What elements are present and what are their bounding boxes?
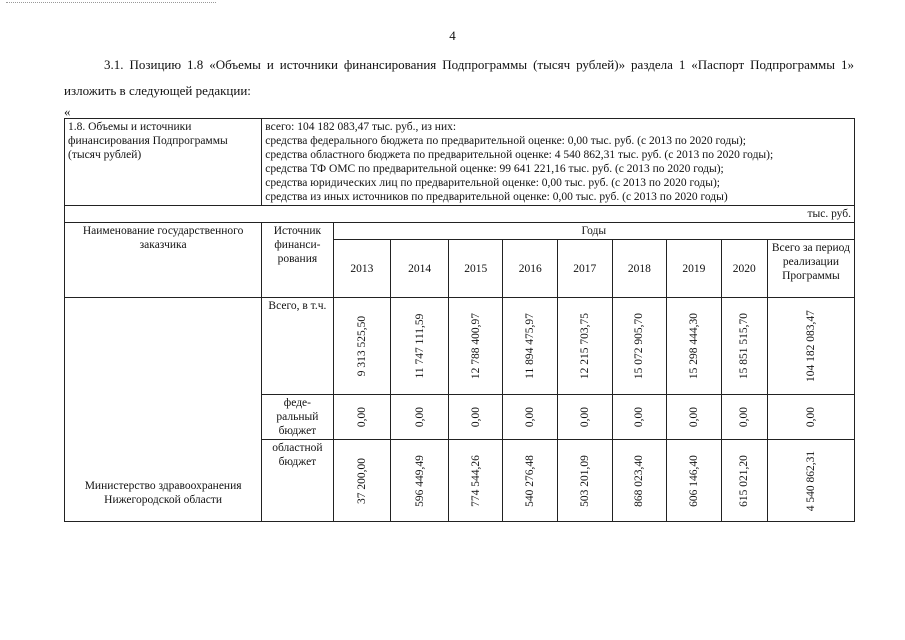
year-header: 2020 xyxy=(721,240,767,298)
year-header: 2019 xyxy=(667,240,722,298)
value-text: 0,00 xyxy=(578,406,591,428)
value-cell xyxy=(391,395,449,440)
summary-line: средства юридических лиц по предварительной оценке: 0,00 тыс. руб. (с 2013 по 2020 годы); xyxy=(265,177,721,189)
value-cell xyxy=(333,298,391,395)
value-text: 540 276,48 xyxy=(524,454,537,507)
value-cell xyxy=(558,298,613,395)
value-text: 15 298 444,30 xyxy=(687,312,700,380)
value-cell xyxy=(721,440,767,522)
value-cell xyxy=(448,395,503,440)
total-text: 4 540 862,31 xyxy=(804,450,817,511)
source-label: Всего, в т.ч. xyxy=(262,298,333,395)
summary-line: всего: 104 182 083,47 тыс. руб., из них: xyxy=(265,121,457,133)
header-years: Годы xyxy=(333,223,854,240)
value-text: 9 313 525,50 xyxy=(355,315,368,377)
value-cell xyxy=(448,440,503,522)
value-cell xyxy=(503,298,558,395)
value-cell xyxy=(558,395,613,440)
value-text: 15 851 515,70 xyxy=(738,312,751,380)
year-header: 2014 xyxy=(391,240,449,298)
year-header: 2016 xyxy=(503,240,558,298)
financing-table xyxy=(64,118,855,522)
value-text: 12 788 400,97 xyxy=(469,312,482,380)
source-label: областной бюджет xyxy=(262,440,333,522)
value-cell xyxy=(448,298,503,395)
value-text: 37 200,00 xyxy=(355,457,368,504)
source-label: феде-ральный бюджет xyxy=(262,395,333,440)
value-text: 11 894 475,97 xyxy=(524,313,537,379)
value-cell xyxy=(667,298,722,395)
value-text: 0,00 xyxy=(413,406,426,428)
value-cell xyxy=(721,395,767,440)
table-row-total xyxy=(65,298,855,395)
total-text: 104 182 083,47 xyxy=(804,310,817,382)
units-row xyxy=(65,206,855,223)
position-label: 1.8. Объемы и источники финансирования Подпрограммы (тысяч рублей) xyxy=(65,119,262,206)
summary-line: средства из иных источников по предварительной оценке: 0,00 тыс. руб. (с 2013 по 2020 годы) xyxy=(265,191,728,203)
value-cell xyxy=(391,298,449,395)
value-text: 11 747 111,59 xyxy=(413,313,426,379)
value-cell xyxy=(558,440,613,522)
year-header: 2013 xyxy=(333,240,391,298)
header-source: Источник финанси-рования xyxy=(262,223,333,298)
amendment-paragraph: 3.1. Позицию 1.8 «Объемы и источники финансирования Подпрограммы (тысяч рублей)» раздела 1 «Паспорт Подпрограммы 1» изложить в следующей редакции: xyxy=(64,57,854,98)
value-text: 868 023,40 xyxy=(633,454,646,507)
value-cell xyxy=(333,395,391,440)
value-cell xyxy=(612,395,667,440)
value-text: 0,00 xyxy=(687,406,700,428)
value-text: 0,00 xyxy=(738,406,751,428)
value-cell xyxy=(612,298,667,395)
summary-row xyxy=(65,119,855,206)
value-text: 774 544,26 xyxy=(469,454,482,507)
header-total: Всего за период реализации Программы xyxy=(767,240,854,298)
year-header: 2017 xyxy=(558,240,613,298)
total-cell xyxy=(767,440,854,522)
value-text: 606 146,40 xyxy=(687,454,700,507)
value-text: 0,00 xyxy=(469,406,482,428)
value-text: 596 449,49 xyxy=(413,454,426,507)
header-customer: Наименование государственного заказчика xyxy=(65,223,262,298)
value-cell xyxy=(612,440,667,522)
opening-quote: « xyxy=(64,104,71,119)
value-cell xyxy=(667,395,722,440)
summary-line: средства федерального бюджета по предварительной оценке: 0,00 тыс. руб. (с 2013 по 2020 годы); xyxy=(265,135,746,147)
page-number: 4 xyxy=(449,28,456,43)
value-text: 15 072 905,70 xyxy=(633,312,646,380)
total-cell xyxy=(767,298,854,395)
year-header: 2015 xyxy=(448,240,503,298)
value-text: 0,00 xyxy=(633,406,646,428)
value-text: 503 201,09 xyxy=(578,454,591,507)
summary-cell xyxy=(262,119,855,206)
total-text: 0,00 xyxy=(804,406,817,428)
value-text: 0,00 xyxy=(524,406,537,428)
value-cell xyxy=(391,440,449,522)
value-text: 0,00 xyxy=(355,406,368,428)
value-cell xyxy=(503,440,558,522)
value-text: 615 021,20 xyxy=(738,454,751,507)
units-label: тыс. руб. xyxy=(65,206,855,223)
value-cell xyxy=(503,395,558,440)
value-text: 12 215 703,75 xyxy=(578,312,591,380)
year-header: 2018 xyxy=(612,240,667,298)
scan-artifact xyxy=(6,2,216,6)
summary-line: средства областного бюджета по предварительной оценке: 4 540 862,31 тыс. руб. (с 2013 по 2020 годы); xyxy=(265,149,774,161)
total-cell xyxy=(767,395,854,440)
value-cell xyxy=(333,440,391,522)
summary-line: средства ТФ ОМС по предварительной оценке: 99 641 221,16 тыс. руб. (с 2013 по 2020 годы); xyxy=(265,163,724,175)
value-cell xyxy=(667,440,722,522)
customer-name: Министерство здравоохранения Нижегородской области xyxy=(65,298,262,522)
value-cell xyxy=(721,298,767,395)
header-row xyxy=(65,223,855,240)
